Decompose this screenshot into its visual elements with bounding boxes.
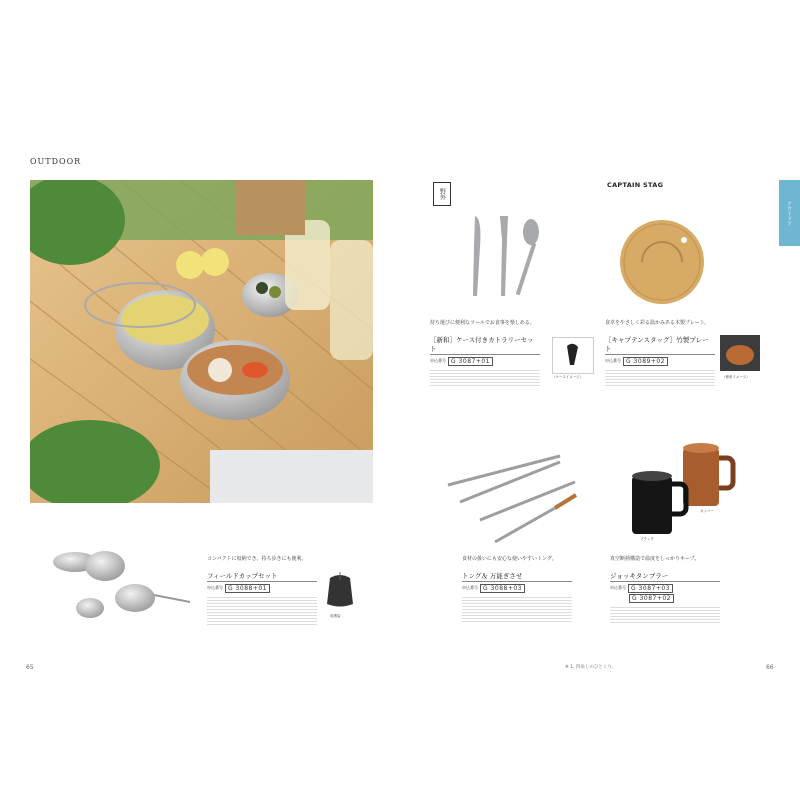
- jug-tumbler-image: [625, 440, 740, 540]
- section-label: OUTDOOR: [30, 157, 82, 166]
- code-label: 申込番号: [207, 585, 223, 590]
- page-footer-note: ※ 1. 四角しのひとくり。: [565, 665, 617, 670]
- hero-photo: [30, 180, 373, 503]
- product-tongs: [462, 556, 582, 623]
- cutlery-image: [460, 212, 550, 302]
- product-code-copper: G 3087+02: [629, 594, 674, 603]
- product-tumbler: [610, 556, 750, 625]
- product-code-black: G 3087+03: [628, 584, 673, 593]
- product-code: G 3088+03: [480, 584, 525, 593]
- brand-logo-right: CAPTAIN STAG: [607, 181, 664, 189]
- product-name: ジョッキタンブラー: [610, 571, 720, 582]
- product-name: ［新和］ケース付きカトラリーセット: [430, 335, 540, 355]
- plate-usage-thumbnail: [720, 335, 760, 371]
- product-name: ［キャプテンスタッグ］竹製プレート: [605, 335, 715, 355]
- code-label: 申込番号: [610, 585, 626, 590]
- product-caption: 食卓をやさしく彩る温かみある木製プレート。: [605, 320, 710, 326]
- product-caption: 食材の扱いにも安心な使いやすいトング。: [462, 556, 557, 562]
- code-label: 申込番号: [430, 358, 446, 363]
- variant-label-black: ブラック: [640, 537, 654, 541]
- code-label: 申込番号: [605, 358, 621, 363]
- product-description: [462, 595, 572, 623]
- product-description: [605, 368, 715, 388]
- product-description: [207, 595, 317, 625]
- cup-set-image: [50, 540, 200, 620]
- pouch-thumbnail: [322, 568, 358, 610]
- category-tab[interactable]: アウトドア: [779, 180, 800, 246]
- product-code: G 3088+01: [225, 584, 270, 593]
- case-thumbnail: [552, 337, 594, 374]
- product-caption: 持ち運びに便利なツールでお食事を楽しめる。: [430, 320, 535, 326]
- product-cupset: [207, 556, 317, 625]
- product-description: [610, 605, 720, 625]
- page-number-right: 66: [766, 664, 774, 671]
- thumb-caption: 収納袋: [330, 614, 341, 618]
- product-caption: コンパクトに収納でき、持ち歩きにも便利。: [207, 556, 307, 562]
- product-name: トング＆ 万能ぎさせ: [462, 571, 572, 582]
- brand-logo-left: 野外: [433, 182, 451, 206]
- product-caption: 真空断熱構造で温度をしっかりキープ。: [610, 556, 700, 562]
- product-code: G 3087+01: [448, 357, 493, 366]
- thumb-caption: （ケースイメージ）: [552, 375, 584, 379]
- tongs-image: [440, 450, 580, 550]
- product-name: フィールドカップセット: [207, 571, 317, 582]
- variant-label-copper: カッパー: [700, 509, 714, 513]
- bamboo-plate-image: [618, 218, 706, 306]
- product-code: G 3089+02: [623, 357, 668, 366]
- thumb-caption: （使用イメージ）: [722, 375, 750, 379]
- page-number-left: 65: [26, 664, 34, 671]
- product-description: [430, 368, 540, 388]
- code-label: 申込番号: [462, 585, 478, 590]
